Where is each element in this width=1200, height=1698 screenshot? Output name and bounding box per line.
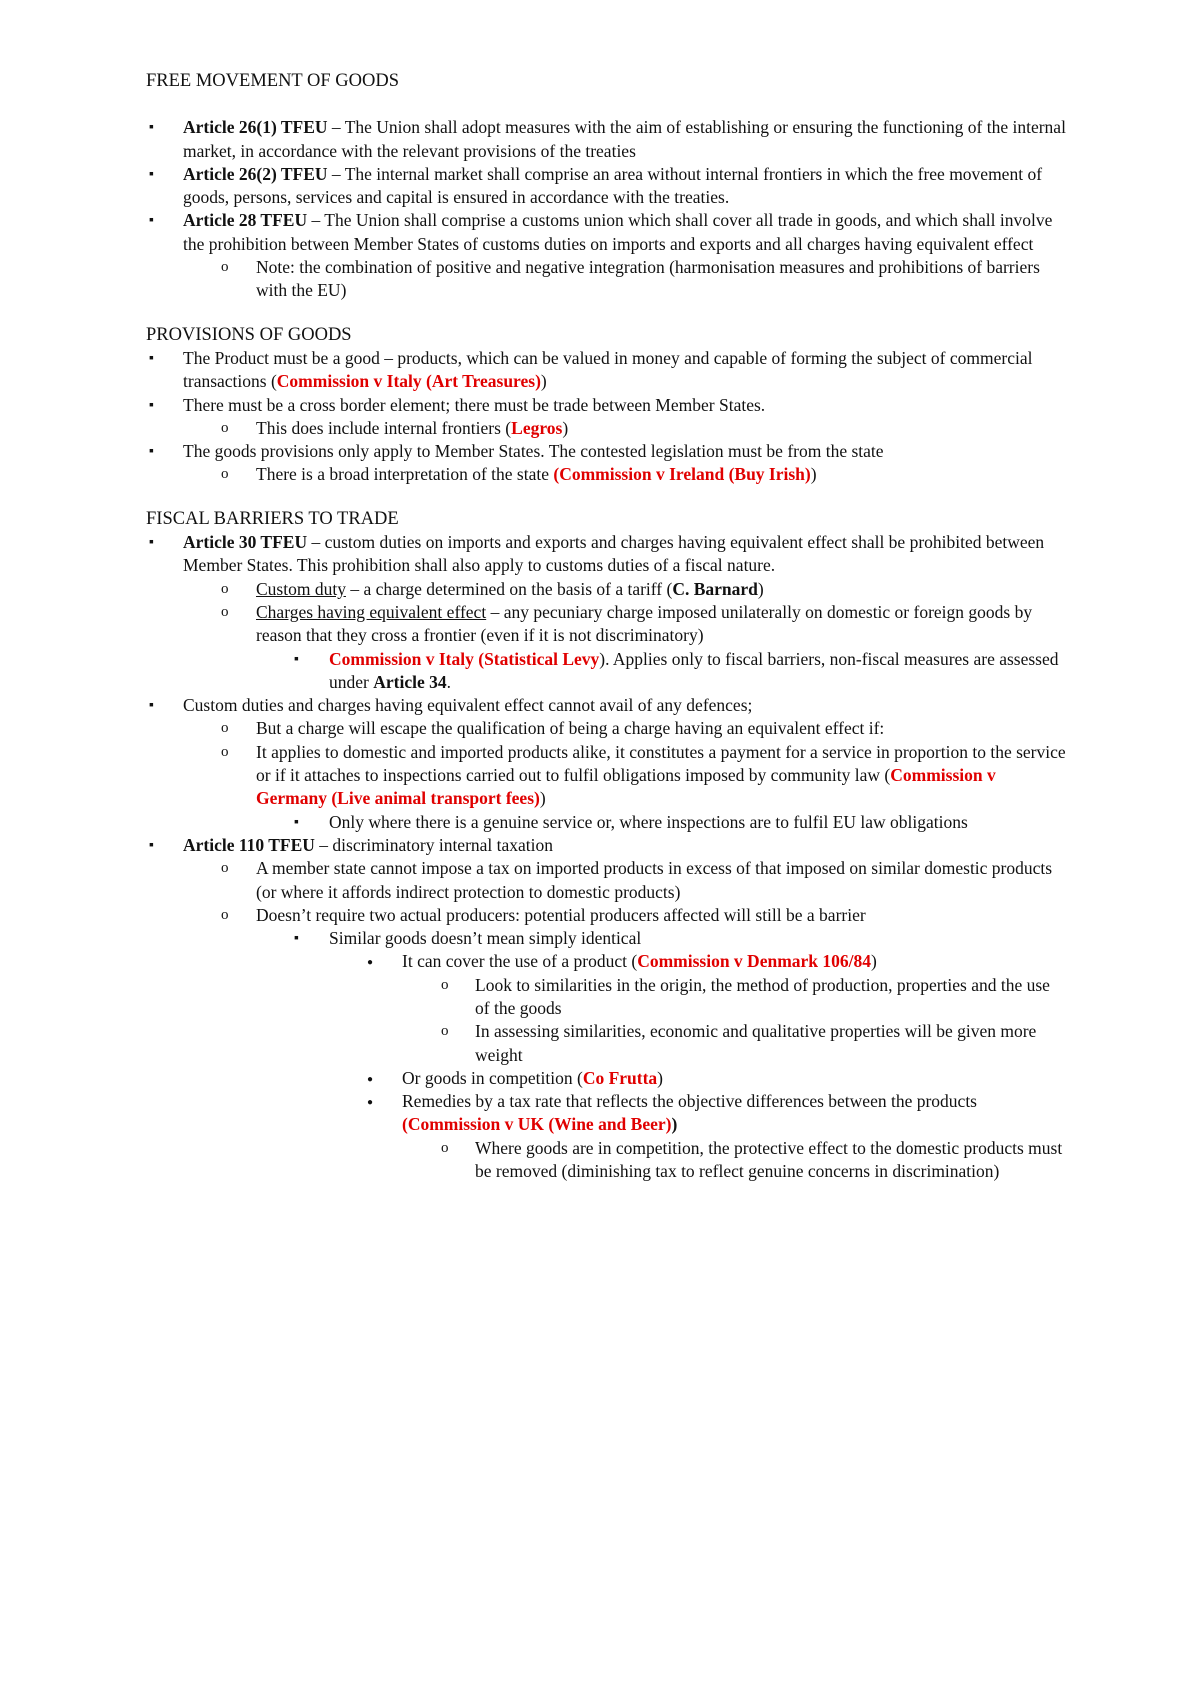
- case-reference: Commission v Italy (Art Treasures): [276, 371, 541, 392]
- list-item: [146, 163, 1066, 210]
- circle-bullet-icon: [221, 578, 229, 601]
- list-item: [146, 717, 1066, 740]
- item-text: Or goods in competition (: [402, 1067, 583, 1088]
- item-text: Only where there is a genuine service or, where inspections are to fulfil EU law obligations: [329, 811, 968, 832]
- article-reference: Article 34: [373, 671, 447, 692]
- article-reference: Article 26(1) TFEU: [183, 117, 328, 138]
- square-bullet-icon: [294, 811, 299, 834]
- article-reference: Article 110 TFEU: [183, 834, 315, 855]
- item-text: In assessing similarities, economic and qualitative properties will be given more weight: [475, 1021, 1037, 1065]
- square-bullet-icon: [149, 347, 154, 370]
- item-text: ): [810, 464, 817, 485]
- case-reference: Legros: [511, 417, 563, 438]
- case-reference: (Commission v Ireland (Buy Irish): [553, 464, 811, 485]
- item-text: – The internal market shall comprise an area without internal frontiers in which the free movement of goods, persons, services and capital is ensured in accordance with the treaties.: [183, 163, 1043, 208]
- square-bullet-icon: [294, 927, 299, 950]
- item-text: Where goods are in competition, the protective effect to the domestic products must be removed (diminishing tax to reflect genuine concerns in discrimination): [475, 1137, 1063, 1182]
- item-text: ): [671, 1114, 678, 1135]
- list-item: [146, 811, 1066, 834]
- circle-bullet-icon: [221, 717, 229, 740]
- list-item: [146, 1137, 1066, 1184]
- circle-bullet-icon: [441, 974, 449, 997]
- item-text: There is a broad interpretation of the state: [256, 464, 554, 485]
- circle-bullet-icon: [221, 463, 229, 486]
- page-title: FREE MOVEMENT OF GOODS: [146, 71, 400, 91]
- list-item: [146, 950, 1066, 973]
- circle-bullet-icon: [221, 256, 229, 279]
- defined-term: Custom duty: [256, 578, 346, 599]
- list-item: [146, 927, 1066, 950]
- document-content: [146, 70, 1066, 1183]
- square-bullet-icon: [149, 394, 154, 417]
- list-item: [146, 648, 1066, 695]
- list-item: [146, 601, 1066, 648]
- item-text: Note: the combination of positive and negative integration (harmonisation measures and prohibitions of barriers with the EU): [256, 257, 1040, 301]
- case-reference: Commission v Italy (Statistical Levy: [329, 648, 600, 669]
- list-item: [146, 1067, 1066, 1090]
- round-bullet-icon: [367, 1090, 373, 1114]
- list-item: [146, 1020, 1066, 1067]
- defined-term: Charges having equivalent effect: [256, 601, 487, 622]
- item-text: The goods provisions only apply to Member States. The contested legislation must be from the state: [183, 441, 884, 462]
- item-text: This does include internal frontiers (: [256, 417, 512, 438]
- item-text: – The Union shall adopt measures with the aim of establishing or ensuring the functioning of the internal market, in accordance with the relevant provisions of the treaties: [183, 117, 1066, 161]
- list-item: [146, 1090, 1066, 1137]
- item-text: ): [657, 1067, 663, 1088]
- list-item: [146, 463, 1066, 486]
- list-item: [146, 694, 1066, 717]
- list-item: [146, 578, 1066, 601]
- list-item: [146, 531, 1066, 578]
- square-bullet-icon: [149, 531, 154, 554]
- item-text: ): [871, 951, 877, 972]
- square-bullet-icon: [149, 163, 154, 186]
- circle-bullet-icon: [221, 741, 229, 764]
- list-item: [146, 834, 1066, 857]
- list-item: [146, 440, 1066, 463]
- item-text: ): [540, 371, 547, 392]
- list-item: [146, 741, 1066, 811]
- square-bullet-icon: [149, 116, 154, 139]
- list-item: [146, 857, 1066, 904]
- item-text: .: [446, 671, 451, 692]
- item-text: ): [757, 578, 764, 599]
- item-text: It applies to domestic and imported products alike, it constitutes a payment for a service in proportion to the service or if it attaches to inspections carried out to fulfil obligations imposed by community law (: [256, 741, 1066, 786]
- list-item: [146, 347, 1066, 394]
- case-reference: Commission v Denmark 106/84: [637, 951, 872, 972]
- item-text: Remedies by a tax rate that reflects the objective differences between the products: [402, 1091, 977, 1112]
- item-text: Custom duties and charges having equivalent effect cannot avail of any defences;: [183, 695, 753, 716]
- square-bullet-icon: [149, 694, 154, 717]
- item-text: – The Union shall comprise a customs union which shall cover all trade in goods, and which shall involve the prohibition between Member States of customs duties on imports and exports and all charges having equivalent effect: [183, 210, 1053, 254]
- circle-bullet-icon: [221, 904, 229, 927]
- author-reference: C. Barnard: [672, 578, 758, 599]
- list-item: [146, 904, 1066, 927]
- item-text: The Product must be a good – products, which can be valued in money and capable of forming the subject of commercial transactions (: [183, 347, 1033, 392]
- item-text: ). Applies only to fiscal barriers, non-fiscal measures are assessed under: [329, 648, 1059, 692]
- circle-bullet-icon: [221, 601, 229, 624]
- item-text: But a charge will escape the qualification of being a charge having an equivalent effect if:: [256, 718, 885, 739]
- item-text: It can cover the use of a product (: [402, 951, 638, 972]
- case-reference: Commission v Germany (Live animal transport fees): [256, 765, 996, 809]
- list-item: [146, 256, 1066, 303]
- round-bullet-icon: [367, 950, 373, 974]
- item-text: ): [562, 417, 569, 438]
- square-bullet-icon: [294, 648, 299, 671]
- circle-bullet-icon: [221, 417, 229, 440]
- item-text: – discriminatory internal taxation: [314, 834, 554, 855]
- item-text: Look to similarities in the origin, the method of production, properties and the use of the goods: [475, 974, 1050, 1018]
- list-item: [146, 209, 1066, 256]
- article-reference: Article 28 TFEU: [183, 210, 308, 231]
- case-reference: Co Frutta: [582, 1067, 658, 1088]
- list-item: [146, 116, 1066, 163]
- square-bullet-icon: [149, 209, 154, 232]
- case-reference: (Commission v UK (Wine and Beer): [402, 1114, 672, 1135]
- square-bullet-icon: [149, 440, 154, 463]
- item-text: – any pecuniary charge imposed unilaterally on domestic or foreign goods by reason that they cross a frontier (even if it is not discriminatory): [256, 601, 1033, 646]
- circle-bullet-icon: [441, 1020, 449, 1043]
- article-reference: Article 26(2) TFEU: [183, 163, 328, 184]
- item-text: There must be a cross border element; there must be trade between Member States.: [183, 394, 766, 415]
- list-item: [146, 974, 1066, 1021]
- circle-bullet-icon: [221, 857, 229, 880]
- item-text: Similar goods doesn’t mean simply identical: [329, 928, 642, 949]
- item-text: – custom duties on imports and exports and charges having equivalent effect shall be prohibited between Member States. This prohibition shall also apply to customs duties of a fiscal nature.: [183, 532, 1045, 576]
- item-text: ): [539, 788, 546, 809]
- item-text: A member state cannot impose a tax on imported products in excess of that imposed on similar domestic products (or where it affords indirect protection to domestic products): [256, 858, 1053, 902]
- list-item: [146, 394, 1066, 417]
- section-heading: FISCAL BARRIERS TO TRADE: [146, 508, 399, 529]
- list-item: [146, 417, 1066, 440]
- item-text: – a charge determined on the basis of a tariff (: [345, 578, 673, 599]
- section-heading: PROVISIONS OF GOODS: [146, 324, 352, 345]
- article-reference: Article 30 TFEU: [183, 532, 308, 553]
- round-bullet-icon: [367, 1067, 373, 1091]
- circle-bullet-icon: [441, 1137, 449, 1160]
- square-bullet-icon: [149, 834, 154, 857]
- item-text: Doesn’t require two actual producers: potential producers affected will still be a barrier: [256, 904, 866, 925]
